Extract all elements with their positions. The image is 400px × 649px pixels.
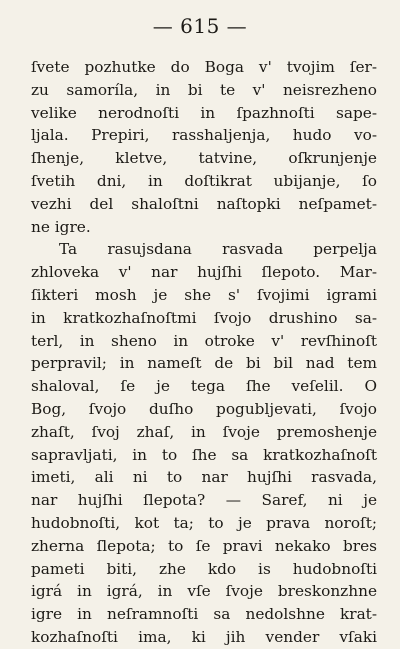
text-line: zu samoríla, in bi te v' neisrezheno	[31, 80, 377, 99]
text-line: pameti biti, zhe kdo is hudobnoſti	[31, 559, 377, 578]
text-line: ſikteri mosh je she s' ſvojimi igrami	[31, 285, 377, 304]
text-line: ne igre.	[31, 217, 91, 236]
text-line: igre in neſramnoſti sa nedolshne krat-	[31, 605, 377, 624]
text-line: vezhi del shaloſtni naſtopki neſpamet-	[31, 194, 377, 213]
text-line: igrá in igrá, in vſe ſvoje breskonzhne	[31, 582, 377, 601]
text-line: Bog, ſvojo duſho pogubljevati, ſvojo	[31, 399, 377, 418]
text-line: perpravil; in nameſt de bi bil nad tem	[31, 354, 377, 373]
text-line: in kratkozhaſnoſtmi ſvojo drushino sa-	[31, 308, 377, 327]
text-line: zherna ſlepota; to ſe pravi nekako bres	[31, 536, 377, 555]
text-line: ſvete pozhutke do Boga v' tvojim ſer-	[31, 58, 377, 76]
text-line: shaloval, ſe je tega ſhe veſelil. O	[31, 377, 377, 396]
paragraph-1	[31, 56, 377, 238]
text-line: ſvetih dni, in doſtikrat ubijanje, ſo	[31, 171, 377, 190]
page-number: — 615 —	[152, 14, 248, 38]
text-line: nar hujſhi ſlepota? — Saref, ni je	[31, 491, 377, 510]
body-text	[31, 56, 377, 649]
text-line: velike nerodnoſti in ſpazhnoſti sape-	[31, 103, 377, 122]
text-line: ſhenje, kletve, tatvine, oſkrunjenje	[31, 149, 377, 168]
text-line: zhloveka v' nar hujſhi ſlepoto. Mar-	[31, 263, 377, 282]
text-line: kozhaſnoſti ima, ki jih vender vſaki	[31, 627, 377, 646]
text-line: Ta rasujsdana rasvada perpelja	[59, 240, 377, 259]
text-line: terl, in sheno in otroke v' revſhinoſt	[31, 331, 377, 350]
text-line: ljala. Prepiri, rasshaljenja, hudo vo-	[31, 126, 377, 145]
text-line: zhaſt, ſvoj zhaſ, in ſvoje premoshenje	[31, 422, 377, 441]
text-line: sapravljati, in to ſhe sa kratkozhaſnoſt	[31, 445, 377, 464]
text-line: hudobnoſti, kot ta; to je prava noroſt;	[31, 513, 377, 532]
text-line: imeti, ali ni to nar hujſhi rasvada,	[31, 468, 377, 487]
paragraph-2	[31, 238, 377, 648]
